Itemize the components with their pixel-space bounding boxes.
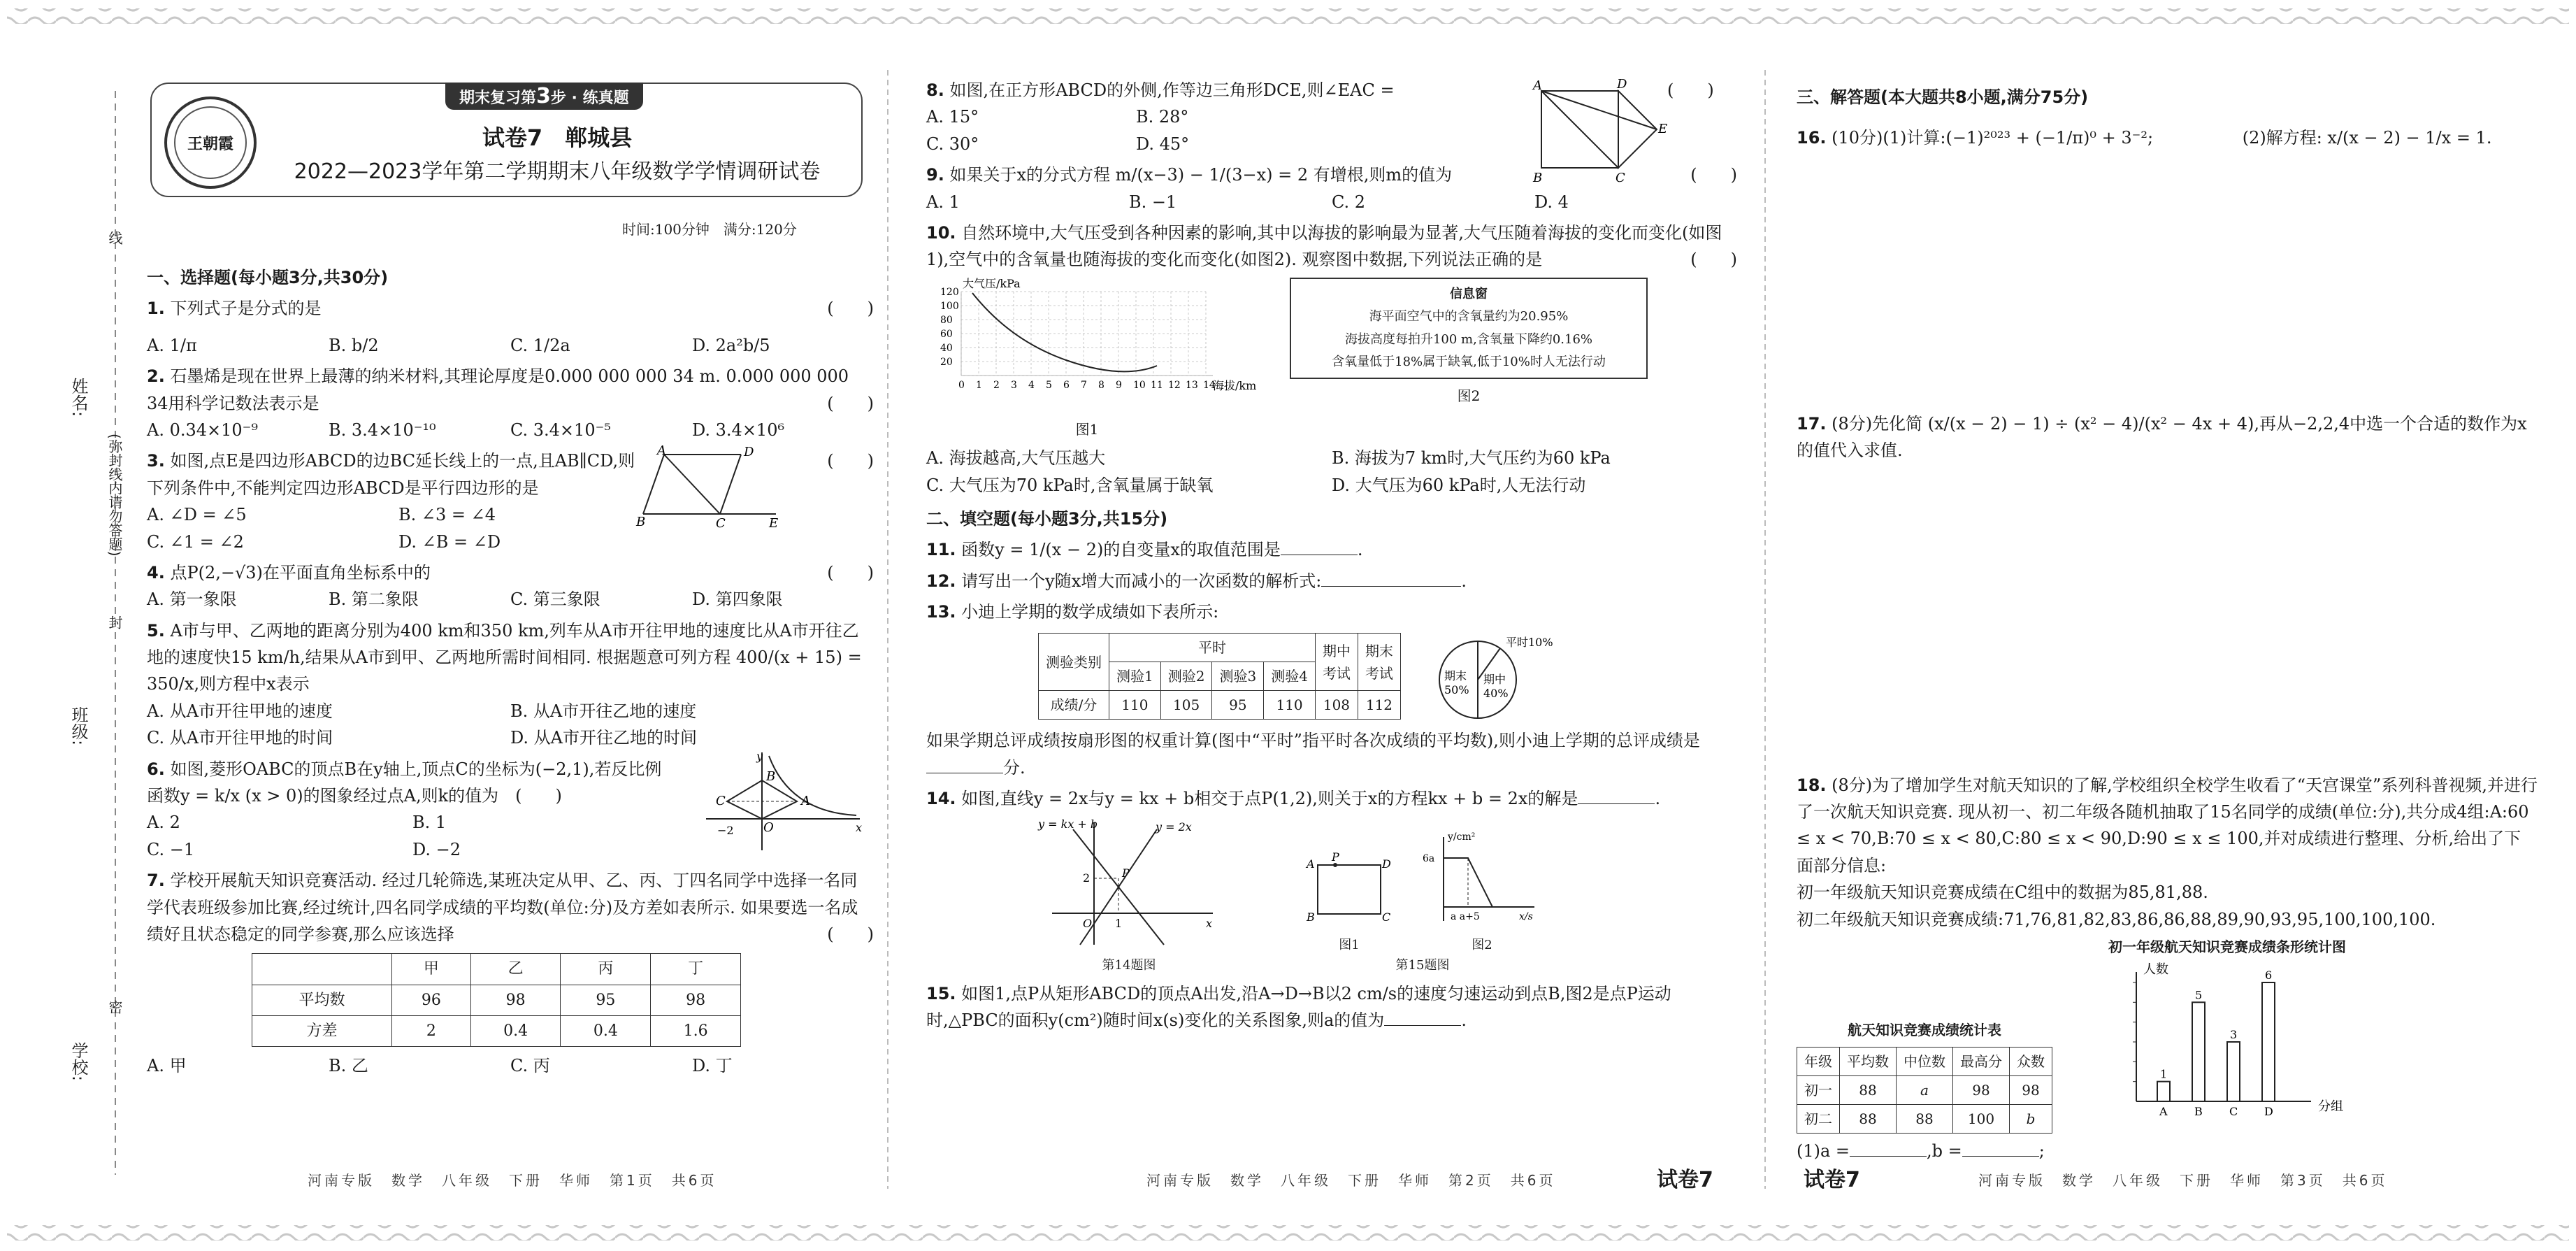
q9-option-a[interactable]: A. 1: [926, 192, 960, 212]
bar-value-D: 6: [2265, 968, 2273, 982]
svg-text:C: C: [716, 793, 726, 808]
q13-pie: [1429, 631, 1583, 722]
svg-text:B: B: [1307, 910, 1315, 924]
q9-option-c[interactable]: C. 2: [1332, 192, 1366, 212]
column-3: [1797, 77, 2538, 1169]
q1-option-a[interactable]: A. 1/π: [147, 335, 197, 355]
q8-figure: [1527, 77, 1667, 196]
question-6: 6. 如图,菱形OABC的顶点B在y轴上,顶点C的坐标为(−2,1),若反比例函数y = k/x (x > 0)的图象经过点A,则k的值为 ( ) A. 2 B. 1 C. −1 D. −2 C B A O −2 y x: [147, 756, 874, 864]
section-3-title: 三、解答题(本大题共8小题,满分75分): [1797, 87, 2089, 107]
q18-table: 年级 平均数 中位数 最高分 众数 初一 88 a 98 98 初二 88 88 100 b: [1797, 1047, 2052, 1134]
footer-page-1: 河南专版 数学 八年级 下册 华师 第1页 共6页: [308, 1172, 717, 1189]
question-13: 13. 小迪上学期的数学成绩如下表所示: 测验类别 平时 期中考试 期末考试 测验1 测验2 测验3 测验4 成绩/分 110 105 95 110 108 112 平时10% 期末 50% 期中 40% 如果学期总评成绩按扇形图的权重计算(图中“平时”指平时各次成绩的平均数),则小迪上学期的总评成绩是分.: [926, 602, 1700, 778]
footer-page-3: 河南专版 数学 八年级 下册 华师 第3页 共6页: [1978, 1172, 2388, 1189]
column-1: [147, 257, 874, 1083]
paper-subtitle: 2022—2023学年第二学期期末八年级数学学情调研试卷: [294, 159, 821, 184]
svg-text:y/cm²: y/cm²: [1448, 831, 1476, 843]
svg-text:x: x: [856, 820, 863, 834]
svg-text:50%: 50%: [1444, 683, 1469, 697]
svg-text:O: O: [1083, 916, 1093, 930]
logo: [164, 96, 257, 189]
bar-category-A: A: [2159, 1104, 2168, 1118]
svg-text:C: C: [716, 516, 726, 531]
question-4: 4. 点P(2,−√3)在平面直角坐标系中的 ( ) A. 第一象限 B. 第二象限 C. 第三象限 D. 第四象限: [147, 559, 874, 613]
q2-option-d[interactable]: D. 3.4×10⁶: [692, 420, 785, 440]
footer-paper-label-right: 试卷7: [1657, 1168, 1713, 1192]
q8-option-c[interactable]: C. 30°: [926, 134, 979, 154]
svg-text:y = kx + b: y = kx + b: [1038, 817, 1098, 831]
q2-option-b[interactable]: B. 3.4×10⁻¹⁰: [329, 420, 436, 440]
svg-text:A: A: [1307, 857, 1315, 871]
footer-paper-label-left: 试卷7: [1804, 1168, 1860, 1192]
bar-A: [2157, 1082, 2170, 1101]
name-label: 姓名:: [69, 378, 88, 417]
time-info: 时间:100分钟 满分:120分: [622, 221, 797, 238]
svg-text:A: A: [1533, 78, 1542, 93]
question-1: 1. 下列式子是分式的是 ( ) A. 1/π B. b/2 C. 1/2a D. 2a²b/5: [147, 295, 874, 359]
q1-option-c[interactable]: C. 1/2a: [510, 335, 570, 355]
bar-category-B: B: [2194, 1104, 2203, 1118]
section-2-title: 二、填空题(每小题3分,共15分): [926, 508, 1168, 529]
q15-figures: A P D B C 图1 y/cm² 6a a a+5 x/s 图2 第15题图: [1307, 831, 1533, 973]
q5-option-b[interactable]: B. 从A市开往乙地的速度: [510, 701, 697, 721]
bar-B: [2192, 1002, 2205, 1101]
q6-option-c[interactable]: C. −1: [147, 839, 195, 859]
svg-text:1: 1: [976, 379, 982, 391]
q10-option-c[interactable]: C. 大气压为70 kPa时,含氧量属于缺氧: [926, 475, 1214, 495]
svg-text:−2: −2: [717, 823, 734, 837]
q9-option-b[interactable]: B. −1: [1129, 192, 1177, 212]
svg-text:B: B: [1533, 171, 1543, 185]
svg-text:A: A: [657, 443, 666, 459]
seal-note: (弥封线内请勿答题): [106, 434, 123, 557]
svg-text:x/s: x/s: [1519, 910, 1533, 922]
seal-secret-char: 密: [106, 1000, 123, 1014]
bar-category-C: C: [2229, 1104, 2238, 1118]
q3-option-d[interactable]: D. ∠B = ∠D: [398, 531, 501, 552]
svg-text:C: C: [1616, 171, 1625, 185]
svg-text:期中: 期中: [1483, 673, 1506, 687]
svg-text:A: A: [801, 793, 810, 808]
svg-text:60: 60: [940, 328, 953, 340]
svg-text:P: P: [1332, 850, 1339, 864]
q8-option-a[interactable]: A. 15°: [926, 107, 979, 127]
svg-text:1: 1: [1115, 916, 1123, 930]
svg-text:P: P: [1122, 866, 1130, 880]
svg-text:海拔/km: 海拔/km: [1213, 378, 1257, 392]
q7-option-a[interactable]: A. 甲: [147, 1055, 187, 1075]
q15-answer-blank[interactable]: [1384, 1025, 1461, 1026]
q3-figure: [636, 443, 783, 531]
bar-value-A: 1: [2160, 1067, 2168, 1081]
svg-text:12: 12: [1168, 379, 1181, 391]
svg-text:2: 2: [1083, 871, 1091, 885]
svg-text:大气压/kPa: 大气压/kPa: [963, 276, 1021, 290]
question-17: 17. (8分)先化简 (x/(x − 2) − 1) ÷ (x² − 4)/(x² − 4x + 4),再从−2,2,4中选一个合适的数作为x的值代入求值.: [1797, 413, 2527, 461]
q4-option-a[interactable]: A. 第一象限: [147, 589, 237, 610]
q4-option-b[interactable]: B. 第二象限: [329, 589, 419, 610]
q6-option-b[interactable]: B. 1: [412, 813, 447, 833]
q5-option-d[interactable]: D. 从A市开往乙地的时间: [510, 728, 697, 748]
svg-text:14: 14: [1203, 379, 1216, 391]
svg-text:40%: 40%: [1483, 687, 1509, 701]
q1-option-d[interactable]: D. 2a²b/5: [692, 335, 770, 355]
q6-option-d[interactable]: D. −2: [412, 839, 461, 859]
svg-text:40: 40: [940, 342, 953, 354]
q10-figure-2: 信息窗 海平面空气中的含氧量约为20.95% 海拔高度每拍升100 m,含氧量下降约0.16% 含氧量低于18%属于缺氧,低于10%时人无法行动 图2: [1290, 278, 1648, 408]
q13-table: 测验类别 平时 期中考试 期末考试 测验1 测验2 测验3 测验4 成绩/分 110 105 95 110 108 112: [1038, 633, 1401, 720]
svg-text:5: 5: [1046, 379, 1052, 391]
q10-option-b[interactable]: B. 海拔为7 km时,大气压约为60 kPa: [1332, 448, 1611, 469]
question-3: 3. 如图,点E是四边形ABCD的边BC延长线上的一点,且AB∥CD,则下列条件中,不能判定四边形ABCD是平行四边形的是 ( ) A. ∠D = ∠5 B. ∠3 = ∠4 C. ∠1 = ∠2 D. ∠B = ∠D A D B C E: [147, 448, 874, 555]
svg-text:y: y: [756, 749, 763, 763]
svg-text:6: 6: [1063, 379, 1070, 391]
q7-table: 甲 乙 丙 丁 平均数 96 98 95 98 方差 2 0.4 0.4 1.6: [252, 953, 741, 1047]
q12-answer-blank[interactable]: [1321, 586, 1461, 587]
question-18: 18. (8分)为了增加学生对航天知识的了解,学校组织全校学生收看了“天宫课堂”系列科普视频,并进行了一次航天知识竞赛. 现从初一、初二年级各随机抽取了15名同学的成绩(单位:分),共分成4组:A:60 ≤ x < 70,B:70 ≤ x < 80,C:80 ≤ x < 90,D:90 ≤ x ≤ 100,并对成绩进行整理、分析,给出了下面部分信息: 初一年级航天知识竞赛成绩在C组中的数据为85,81,88. 初二年级航天知识竞赛成绩:71,76,81,82,83,86,86,88,89,90,93,95,100,100,100. 航天知识竞赛成绩统计表 年级 平均数 中位数 最高分 众数 初一 88 a 98 98 初二 88 88 100 b 初一年级航天知识竞赛成绩条形统计图 人数 分组 1 A 5 B 3 C 6 D (1)a = ,b = ;: [1797, 775, 2538, 1161]
q10-option-a[interactable]: A. 海拔越高,大气压越大: [926, 448, 1106, 469]
bar-value-C: 3: [2230, 1027, 2238, 1041]
q4-option-d[interactable]: D. 第四象限: [692, 589, 783, 610]
svg-text:120: 120: [940, 286, 959, 298]
svg-text:a a+5: a a+5: [1451, 910, 1480, 922]
column-2: [926, 77, 1737, 1038]
q3-option-b[interactable]: B. ∠3 = ∠4: [398, 505, 496, 525]
svg-text:O: O: [763, 820, 774, 835]
bar-D: [2262, 982, 2275, 1101]
bar-chart-svg: [2101, 958, 2353, 1126]
q5-option-a[interactable]: A. 从A市开往甲地的速度: [147, 701, 333, 721]
svg-text:E: E: [1658, 122, 1668, 136]
seal-line-char: 线: [106, 231, 123, 245]
q3-option-c[interactable]: C. ∠1 = ∠2: [147, 531, 244, 552]
q7-option-d[interactable]: D. 丁: [692, 1055, 733, 1075]
svg-text:3: 3: [1011, 379, 1017, 391]
svg-text:D: D: [1617, 77, 1627, 92]
question-2: 2. 石墨烯是现在世界上最薄的纳米材料,其理论厚度是0.000 000 000 34 m. 0.000 000 000 34用科学记数法表示是 ( ) A. 0.34×10⁻⁹ B. 3.4×10⁻¹⁰ C. 3.4×10⁻⁵ D. 3.4×10⁶: [147, 363, 874, 443]
header-box: [150, 83, 863, 197]
svg-text:C: C: [1382, 910, 1391, 924]
question-7: 7. 学校开展航天知识竞赛活动. 经过几轮筛选,某班决定从甲、乙、丙、丁四名同学中选择一名同学代表班级参加比赛,经过统计,四名同学成绩的平均数(单位:分)及方差如表所示. 如果要选一名成绩好且状态稳定的同学参赛,那么应该选择 ( ) 甲 乙 丙 丁 平均数 96 98 95 98 方差 2 0.4 0.4 1.6 A. 甲 B. 乙 C. 丙 D. 丁: [147, 867, 874, 1079]
q14-answer-blank[interactable]: [1578, 803, 1655, 804]
svg-text:4: 4: [1028, 379, 1035, 391]
bar-C: [2227, 1042, 2240, 1101]
q18-b-blank[interactable]: [1962, 1156, 2039, 1157]
q18-a-blank[interactable]: [1850, 1156, 1927, 1157]
svg-text:人数: 人数: [2143, 962, 2168, 977]
q18-bar-chart: 初一年级航天知识竞赛成绩条形统计图 人数 分组 1 A 5 B 3 C 6 D: [2101, 936, 2353, 1134]
school-label: 学校:: [69, 1042, 88, 1082]
svg-text:E: E: [769, 516, 779, 531]
svg-text:平时10%: 平时10%: [1505, 636, 1553, 650]
q3-option-a[interactable]: A. ∠D = ∠5: [147, 505, 247, 525]
svg-text:y = 2x: y = 2x: [1156, 820, 1192, 834]
q6-option-a[interactable]: A. 2: [147, 813, 180, 833]
question-5: 5. A市与甲、乙两地的距离分别为400 km和350 km,列车从A市开往甲地的速度比从A市开往乙地的速度快15 km/h,结果从A市到甲、乙两地所需时间相同. 根据题意可列方程 400/(x + 15) = 350/x,则方程中x表示 A. 从A市开往甲地的速度 B. 从A市开往乙地的速度 C. 从A市开往甲地的时间 D. 从A市开往乙地的时间: [147, 617, 874, 752]
q2-option-c[interactable]: C. 3.4×10⁻⁵: [510, 420, 611, 440]
svg-text:D: D: [744, 445, 754, 460]
seal-seal-char: 封: [106, 615, 123, 629]
svg-text:10: 10: [1133, 379, 1146, 391]
logo-text: 王朝霞: [174, 106, 247, 179]
q2-option-a[interactable]: A. 0.34×10⁻⁹: [147, 420, 258, 440]
svg-text:D: D: [1382, 857, 1391, 871]
q8-option-d[interactable]: D. 45°: [1136, 134, 1190, 154]
svg-text:11: 11: [1151, 379, 1163, 391]
q10-figure-1: 大气压/kPa 海拔/km 0 1 2 3 4 5 6 7 8 9 10 11 12 13 14 20 40 60 80 100 120 图1: [926, 278, 1248, 441]
q10-option-d[interactable]: D. 大气压为60 kPa时,人无法行动: [1332, 475, 1586, 495]
svg-text:2: 2: [993, 379, 1000, 391]
paper-title: 试卷7 郸城县: [482, 124, 633, 151]
q8-option-b[interactable]: B. 28°: [1136, 107, 1189, 127]
q7-option-b[interactable]: B. 乙: [329, 1055, 368, 1075]
svg-text:13: 13: [1186, 379, 1198, 391]
svg-text:x: x: [1206, 916, 1213, 930]
svg-text:B: B: [766, 769, 776, 784]
section-1-title: 一、选择题(每小题3分,共30分): [147, 268, 389, 287]
bar-value-B: 5: [2195, 988, 2203, 1002]
svg-text:80: 80: [940, 314, 953, 326]
question-9: 9. 如果关于x的分式方程 m/(x−3) − 1/(3−x) = 2 有增根,则m的值为 ( ) A. 1 B. −1 C. 2 D. 4: [926, 162, 1737, 215]
question-15: 15. 如图1,点P从矩形ABCD的顶点A出发,沿A→D→B以2 cm/s的速度匀速运动到点B,图2是点P运动时,△PBC的面积y(cm²)随时间x(s)变化的关系图象,则a的值为 .: [926, 983, 1671, 1031]
q9-option-d[interactable]: D. 4: [1534, 192, 1569, 212]
q4-option-c[interactable]: C. 第三象限: [510, 589, 600, 610]
pressure-graph: [926, 276, 1257, 410]
question-8: 8. 如图,在正方形ABCD的外侧,作等边三角形DCE,则∠EAC = ( ) A. 15° B. 28° C. 30° D. 45° A D B C E: [926, 77, 1737, 157]
svg-text:20: 20: [940, 356, 953, 368]
svg-text:8: 8: [1098, 379, 1104, 391]
svg-text:7: 7: [1081, 379, 1087, 391]
svg-text:期末: 期末: [1444, 669, 1467, 683]
svg-text:0: 0: [958, 379, 965, 391]
q6-figure: [699, 749, 867, 854]
q7-option-c[interactable]: C. 丙: [510, 1055, 550, 1075]
q5-option-c[interactable]: C. 从A市开往甲地的时间: [147, 728, 333, 748]
question-11: 11. 函数y = 1/(x − 2)的自变量x的取值范围是 .: [926, 540, 1363, 560]
review-tag: 期末复习第3步 · 练真题: [445, 83, 643, 110]
question-12: 12. 请写出一个y随x增大而减小的一次函数的解析式: .: [926, 571, 1467, 591]
question-14: 14. 如图,直线y = 2x与y = kx + b相交于点P(1,2),则关于x的方程kx + b = 2x的解是 . y = kx + b y = 2x P 2 1 O x 第14题图 A P D B C 图1 y/cm² 6a a a+5 x/s 图2 第15题图: [926, 785, 1737, 976]
q14-figure: y = kx + b y = 2x P 2 1 O x 第14题图: [1038, 817, 1213, 973]
svg-text:6a: 6a: [1423, 852, 1435, 864]
svg-text:100: 100: [940, 300, 959, 312]
bar-category-D: D: [2264, 1104, 2273, 1118]
svg-text:B: B: [636, 515, 646, 530]
class-label: 班级:: [69, 706, 88, 746]
question-16: 16. (10分)(1)计算:(−1)²⁰²³ + (−1/π)⁰ + 3⁻²; (2)解方程: x/(x − 2) − 1/x = 1.: [1797, 128, 2492, 148]
svg-text:分组: 分组: [2318, 1099, 2343, 1114]
q18-table-block: 航天知识竞赛成绩统计表 年级 平均数 中位数 最高分 众数 初一 88 a 98 98 初二 88 88 100 b: [1797, 1019, 2052, 1134]
footer-page-2: 河南专版 数学 八年级 下册 华师 第2页 共6页: [1146, 1172, 1556, 1189]
q1-option-b[interactable]: B. b/2: [329, 335, 379, 355]
svg-text:9: 9: [1116, 379, 1122, 391]
question-10: 10. 自然环境中,大气压受到各种因素的影响,其中以海拔的影响最为显著,大气压随着海拔的变化而变化(如图1),空气中的含氧量也随海拔的变化而变化(如图2). 观察图中数据,下列说法正确的是 ( ) 大气压/kPa 海拔/km 0 1 2 3 4 5 6 7 8 9 10 11 12 13 14 20 40 60 80 100 120 图1 信息窗 海平面空气中的含氧量约为20.95% 海拔高度每拍升100 m,含氧量下降约0.16% 含氧量低于18%属于缺氧,低于10%时人无法行动 图2 A. 海拔越高,大气压越大 B. 海拔为7 km时,大气压约为60 kPa C. 大气压为70 kPa时,含氧量属于缺氧 D. 大气压为60 kPa时,人无法行动: [926, 220, 1737, 499]
